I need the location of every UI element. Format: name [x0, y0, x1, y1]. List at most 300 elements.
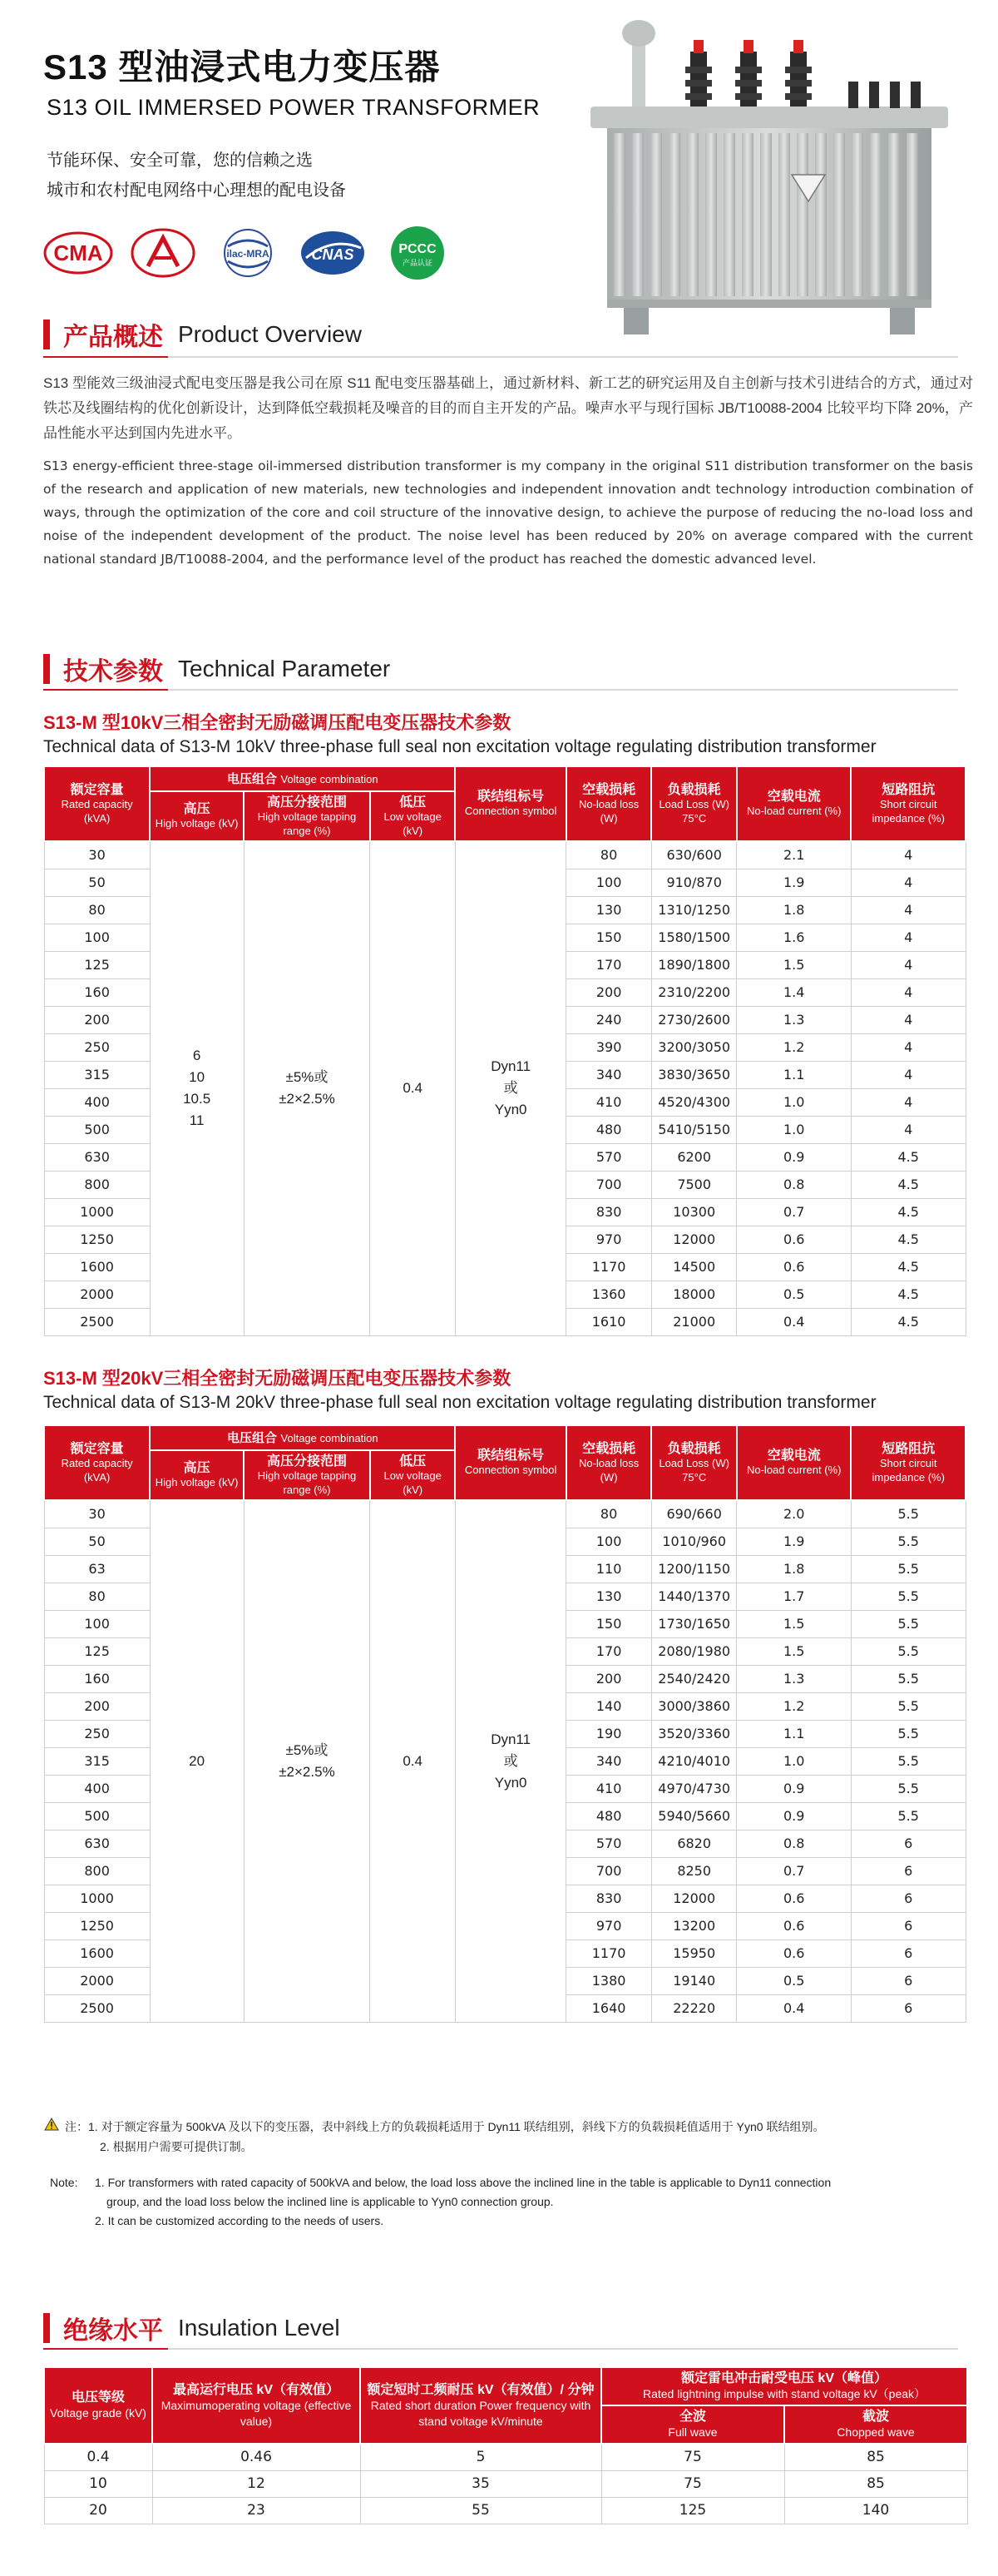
cell-high-voltage-line: 11 [189, 1112, 205, 1129]
cell-grade: 10 [44, 2470, 152, 2497]
cell-capacity: 800 [44, 1857, 150, 1885]
cell-impedance: 4.5 [851, 1171, 966, 1198]
cell-capacity: 630 [44, 1830, 150, 1857]
notes-en-1b: group, and the load loss below the inclined line is applicable to Yyn0 connection group. [106, 2195, 554, 2208]
cell-load-loss: 2540/2420 [651, 1665, 737, 1692]
table-row [44, 2470, 967, 2497]
table-row [44, 1500, 966, 1528]
cell-noload-current: 0.9 [737, 1143, 851, 1171]
notes-en-label: Note: [50, 2176, 78, 2189]
cell-load-loss: 18000 [651, 1281, 737, 1308]
ins-header-max-op: 最高运行电压 kV（有效值） Maximumoperating voltage (effective value) [152, 2367, 360, 2444]
cell-load-loss: 5410/5150 [651, 1116, 737, 1143]
cell-connection-line: Dyn11 [491, 1731, 531, 1747]
header-connection: 联结组标号 Connection symbol [455, 766, 566, 841]
cell-capacity: 630 [44, 1143, 150, 1171]
header-noload-current: 空载电流 No-load current (%) [737, 1425, 851, 1500]
cell-noload-current: 0.5 [737, 1281, 851, 1308]
cell-impedance: 4 [851, 896, 966, 924]
cell-noload-current: 1.2 [737, 1033, 851, 1061]
cell-capacity: 63 [44, 1555, 150, 1583]
header-noload-current: 空载电流 No-load current (%) [737, 766, 851, 841]
cell-load-loss: 6820 [651, 1830, 737, 1857]
cell-connection-line: 或 [503, 1752, 518, 1769]
table-10kv-title-cn: S13-M 型10kV三相全密封无励磁调压配电变压器技术参数 [43, 712, 511, 733]
overview-heading-en: Product Overview [178, 321, 362, 347]
table-20kv-title-cn: S13-M 型20kV三相全密封无励磁调压配电变压器技术参数 [43, 1368, 511, 1389]
cell-max-op: 0.46 [152, 2444, 360, 2470]
cell-impedance: 6 [851, 1857, 966, 1885]
insulation-table-body [44, 2444, 967, 2524]
cell-load-loss: 13200 [651, 1912, 737, 1939]
cell-noload-loss: 1170 [566, 1253, 652, 1281]
cell-grade: 0.4 [44, 2444, 152, 2470]
cell-impedance: 4 [851, 1033, 966, 1061]
cell-noload-current: 2.0 [737, 1500, 851, 1528]
notes-cn [43, 2117, 975, 2157]
overview-heading [43, 316, 362, 353]
header-tapping-range: 高压分接范围 High voltage tapping range (%) [244, 791, 370, 841]
ins-header-short-duration: 额定短时工频耐压 kV（有效值）/ 分钟 Rated short duration Power frequency with stand voltage kV/minute [360, 2367, 601, 2444]
svg-text:CNAS: CNAS [311, 246, 354, 263]
cell-noload-loss: 190 [566, 1720, 652, 1747]
overview-paragraph-en: S13 energy-efficient three-stage oil-immersed distribution transformer is my company in the original S11 distribution transformer on the basis of the research and application of new materials, new technologies and independent innovation andt technology introduction combination of ways, through the optimization of the core and coil structure of the innovative design, to achieve the purpose of reducing the no-load loss and noise of the independent development of the product. The noise level has been reduced by 20% on average compared with the current national standard JB/T10088-2004, and the performance level of the product has reached the domestic advanced level. [43, 458, 973, 567]
cell-impedance: 5.5 [851, 1665, 966, 1692]
cell-capacity: 250 [44, 1720, 150, 1747]
cell-noload-loss: 130 [566, 896, 652, 924]
table-row [44, 841, 966, 869]
cell-noload-loss: 200 [566, 1665, 652, 1692]
cell-impedance: 4 [851, 841, 966, 869]
cell-capacity: 200 [44, 1006, 150, 1033]
cell-capacity: 2000 [44, 1281, 150, 1308]
cell-load-loss: 3000/3860 [651, 1692, 737, 1720]
section-divider [43, 356, 958, 358]
cell-connection [455, 1500, 566, 2022]
cell-impedance: 6 [851, 1939, 966, 1967]
table-10kv-title-en: Technical data of S13-M 10kV three-phase full seal non excitation voltage regulating distribution transformer [43, 737, 877, 756]
cell-capacity: 200 [44, 1692, 150, 1720]
cell-noload-current: 1.4 [737, 978, 851, 1006]
cell-impedance: 4 [851, 1061, 966, 1088]
cell-load-loss: 5940/5660 [651, 1802, 737, 1830]
cell-impedance: 5.5 [851, 1692, 966, 1720]
cell-capacity: 50 [44, 869, 150, 896]
insulation-heading-en: Insulation Level [178, 2315, 340, 2341]
cell-high-voltage-line: 10 [189, 1069, 205, 1086]
cell-full-wave: 75 [601, 2444, 784, 2470]
cell-impedance: 4.5 [851, 1308, 966, 1335]
cell-capacity: 160 [44, 978, 150, 1006]
cell-load-loss: 19140 [651, 1967, 737, 1994]
cell-noload-current: 2.1 [737, 841, 851, 869]
cell-capacity: 100 [44, 1610, 150, 1637]
ins-header-chopped-wave: 截波 Chopped wave [784, 2405, 967, 2444]
header-capacity: 额定容量 Rated capacity (kVA) [44, 1425, 150, 1500]
page-subtitle: S13 OIL IMMERSED POWER TRANSFORMER [47, 95, 541, 120]
cell-noload-current: 1.8 [737, 896, 851, 924]
cell-noload-loss: 1170 [566, 1939, 652, 1967]
cell-noload-current: 0.7 [737, 1857, 851, 1885]
cell-impedance: 5.5 [851, 1802, 966, 1830]
cell-load-loss: 3830/3650 [651, 1061, 737, 1088]
insulation-heading [43, 2310, 340, 2346]
cell-capacity: 500 [44, 1802, 150, 1830]
cell-capacity: 2500 [44, 1308, 150, 1335]
cell-capacity: 1250 [44, 1912, 150, 1939]
cell-load-loss: 2730/2600 [651, 1006, 737, 1033]
cell-noload-loss: 570 [566, 1830, 652, 1857]
cell-tapping-range-line: ±2×2.5% [279, 1091, 335, 1107]
cell-noload-current: 1.6 [737, 924, 851, 951]
cell-impedance: 4 [851, 924, 966, 951]
cell-noload-current: 0.6 [737, 1912, 851, 1939]
cell-impedance: 4 [851, 978, 966, 1006]
cell-capacity: 2500 [44, 1994, 150, 2022]
cell-load-loss: 1310/1250 [651, 896, 737, 924]
header-impedance: 短路阻抗 Short circuit impedance (%) [851, 1425, 966, 1500]
technical-heading-cn: 技术参数 [63, 658, 163, 686]
header-low-voltage: 低压 Low voltage (kV) [370, 791, 456, 841]
cell-capacity: 30 [44, 1500, 150, 1528]
cell-noload-current: 0.8 [737, 1171, 851, 1198]
cell-capacity: 50 [44, 1528, 150, 1555]
cell-noload-loss: 480 [566, 1802, 652, 1830]
cell-impedance: 4.5 [851, 1253, 966, 1281]
cell-noload-loss: 340 [566, 1747, 652, 1775]
cell-noload-loss: 170 [566, 951, 652, 978]
cell-capacity: 125 [44, 951, 150, 978]
hero-section [0, 0, 998, 349]
certification-logos [43, 226, 452, 280]
cell-noload-loss: 130 [566, 1583, 652, 1610]
tagline-1: 节能环保、安全可靠，您的信赖之选 [47, 151, 313, 170]
cell-impedance: 6 [851, 1885, 966, 1912]
cell-short-duration: 55 [360, 2497, 601, 2524]
cell-capacity: 500 [44, 1116, 150, 1143]
cell-noload-current: 1.1 [737, 1720, 851, 1747]
cell-load-loss: 3520/3360 [651, 1720, 737, 1747]
cell-grade: 20 [44, 2497, 152, 2524]
cell-noload-current: 0.4 [737, 1994, 851, 2022]
cell-noload-loss: 1360 [566, 1281, 652, 1308]
table-20kv-title-en: Technical data of S13-M 20kV three-phase full seal non excitation voltage regulating distribution transformer [43, 1393, 877, 1412]
cell-impedance: 4 [851, 1116, 966, 1143]
cell-high-voltage-line: 20 [189, 1752, 205, 1769]
cell-impedance: 5.5 [851, 1583, 966, 1610]
cell-noload-loss: 240 [566, 1006, 652, 1033]
svg-text:产品认证: 产品认证 [402, 260, 433, 268]
cell-capacity: 800 [44, 1171, 150, 1198]
table-10kv [43, 765, 966, 1336]
header-noload-loss: 空载损耗 No-load loss (W) [566, 766, 652, 841]
cell-capacity: 1250 [44, 1226, 150, 1253]
svg-text:CAL: CAL [162, 278, 164, 279]
table-10kv-body [44, 841, 966, 1335]
table-row [44, 2444, 967, 2470]
cell-tapping-range [244, 1500, 370, 2022]
cell-full-wave: 125 [601, 2497, 784, 2524]
cma-logo [43, 226, 113, 280]
cell-load-loss: 1010/960 [651, 1528, 737, 1555]
transformer-illustration [574, 17, 965, 358]
cell-impedance: 6 [851, 1912, 966, 1939]
cell-load-loss: 2080/1980 [651, 1637, 737, 1665]
cell-short-duration: 5 [360, 2444, 601, 2470]
warning-icon [43, 2117, 60, 2137]
header-load-loss: 负载损耗 Load Loss (W) 75°C [651, 1425, 737, 1500]
cell-capacity: 80 [44, 1583, 150, 1610]
notes-en [50, 2173, 973, 2231]
table-row [44, 2497, 967, 2524]
cell-load-loss: 3200/3050 [651, 1033, 737, 1061]
cell-impedance: 4.5 [851, 1143, 966, 1171]
section-divider [43, 689, 958, 691]
cell-impedance: 5.5 [851, 1528, 966, 1555]
cell-noload-loss: 100 [566, 1528, 652, 1555]
header-high-voltage: 高压 High voltage (kV) [150, 791, 244, 841]
cell-capacity: 315 [44, 1747, 150, 1775]
cell-impedance: 6 [851, 1967, 966, 1994]
cell-noload-current: 1.9 [737, 869, 851, 896]
header-high-voltage: 高压 High voltage (kV) [150, 1450, 244, 1500]
cell-noload-current: 1.0 [737, 1116, 851, 1143]
ins-header-lightning: 额定雷电冲击耐受电压 kV（峰值） Rated lightning impulse with stand voltage kV（peak） [601, 2367, 967, 2405]
header-impedance: 短路阻抗 Short circuit impedance (%) [851, 766, 966, 841]
cell-impedance: 4 [851, 1088, 966, 1116]
svg-text:ilac-MRA: ilac-MRA [226, 248, 269, 260]
section-bar [43, 2313, 50, 2343]
cell-capacity: 1600 [44, 1253, 150, 1281]
cnas-logo [298, 226, 368, 280]
cell-noload-current: 1.0 [737, 1747, 851, 1775]
cell-impedance: 5.5 [851, 1747, 966, 1775]
cell-low-voltage: 0.4 [370, 841, 456, 1335]
cell-load-loss: 22220 [651, 1994, 737, 2022]
cell-noload-loss: 570 [566, 1143, 652, 1171]
cell-noload-loss: 970 [566, 1226, 652, 1253]
notes-cn-2: 2. 根据用户需要可提供订制。 [100, 2140, 253, 2153]
cell-noload-loss: 830 [566, 1198, 652, 1226]
ins-header-full-wave: 全波 Full wave [601, 2405, 784, 2444]
cell-capacity: 400 [44, 1775, 150, 1802]
cell-impedance: 6 [851, 1994, 966, 2022]
cell-noload-current: 1.0 [737, 1088, 851, 1116]
header-voltage-group: 电压组合 Voltage combination [150, 1425, 455, 1450]
cell-noload-current: 1.3 [737, 1006, 851, 1033]
cell-capacity: 125 [44, 1637, 150, 1665]
cell-capacity: 250 [44, 1033, 150, 1061]
cell-chopped-wave: 85 [784, 2444, 967, 2470]
header-low-voltage: 低压 Low voltage (kV) [370, 1450, 456, 1500]
cell-noload-loss: 150 [566, 924, 652, 951]
cell-load-loss: 8250 [651, 1857, 737, 1885]
cell-capacity: 30 [44, 841, 150, 869]
cell-noload-loss: 830 [566, 1885, 652, 1912]
cell-impedance: 5.5 [851, 1500, 966, 1528]
section-bar [43, 654, 50, 684]
cell-impedance: 4 [851, 951, 966, 978]
pccc-logo [383, 226, 452, 280]
cell-load-loss: 1890/1800 [651, 951, 737, 978]
cell-capacity: 315 [44, 1061, 150, 1088]
technical-heading-en: Technical Parameter [178, 656, 391, 681]
cell-load-loss: 1580/1500 [651, 924, 737, 951]
header-noload-loss: 空载损耗 No-load loss (W) [566, 1425, 652, 1500]
notes-cn-1: 1. 对于额定容量为 500kVA 及以下的变压器，表中斜线上方的负载损耗适用于 Dyn11 联结组别，斜线下方的负载损耗值适用于 Yyn0 联结组别。 [88, 2120, 825, 2133]
header-voltage-group: 电压组合 Voltage combination [150, 766, 455, 791]
cell-low-voltage: 0.4 [370, 1500, 456, 2022]
cell-connection [455, 841, 566, 1335]
cell-impedance: 4.5 [851, 1198, 966, 1226]
cell-connection-line: Yyn0 [494, 1774, 527, 1791]
cell-load-loss: 6200 [651, 1143, 737, 1171]
cell-load-loss: 4970/4730 [651, 1775, 737, 1802]
cell-noload-current: 1.2 [737, 1692, 851, 1720]
cell-load-loss: 630/600 [651, 841, 737, 869]
cell-noload-loss: 340 [566, 1061, 652, 1088]
cell-noload-loss: 700 [566, 1171, 652, 1198]
cell-noload-current: 0.8 [737, 1830, 851, 1857]
cell-load-loss: 12000 [651, 1885, 737, 1912]
cell-max-op: 23 [152, 2497, 360, 2524]
header-connection: 联结组标号 Connection symbol [455, 1425, 566, 1500]
cell-impedance: 4.5 [851, 1281, 966, 1308]
notes-cn-label: 注： [65, 2120, 88, 2133]
cell-noload-current: 1.5 [737, 951, 851, 978]
cell-noload-current: 0.6 [737, 1253, 851, 1281]
cell-noload-current: 1.3 [737, 1665, 851, 1692]
cell-noload-loss: 390 [566, 1033, 652, 1061]
cell-noload-loss: 110 [566, 1555, 652, 1583]
cell-impedance: 5.5 [851, 1637, 966, 1665]
cell-noload-current: 0.5 [737, 1967, 851, 1994]
cell-tapping-range-line: ±5%或 [285, 1741, 329, 1758]
cell-capacity: 400 [44, 1088, 150, 1116]
cell-noload-current: 1.5 [737, 1637, 851, 1665]
cell-capacity: 1000 [44, 1885, 150, 1912]
cell-load-loss: 4210/4010 [651, 1747, 737, 1775]
cell-capacity: 160 [44, 1665, 150, 1692]
overview-heading-cn: 产品概述 [63, 324, 163, 351]
cell-noload-loss: 700 [566, 1857, 652, 1885]
cell-load-loss: 2310/2200 [651, 978, 737, 1006]
header-tapping-range: 高压分接范围 High voltage tapping range (%) [244, 1450, 370, 1500]
cell-noload-loss: 1640 [566, 1994, 652, 2022]
cell-impedance: 6 [851, 1830, 966, 1857]
svg-text:CMA: CMA [53, 240, 103, 265]
cell-load-loss: 14500 [651, 1253, 737, 1281]
cell-connection-line: Yyn0 [494, 1102, 527, 1118]
cell-noload-current: 0.4 [737, 1308, 851, 1335]
cell-noload-loss: 410 [566, 1088, 652, 1116]
cell-noload-current: 1.5 [737, 1610, 851, 1637]
cell-load-loss: 15950 [651, 1939, 737, 1967]
ilac-mra-logo [213, 226, 283, 280]
header-load-loss: 负载损耗 Load Loss (W) 75°C [651, 766, 737, 841]
cell-capacity: 100 [44, 924, 150, 951]
notes-en-2: 2. It can be customized according to the needs of users. [95, 2214, 384, 2227]
cell-impedance: 4.5 [851, 1226, 966, 1253]
cell-high-voltage [150, 841, 244, 1335]
cell-high-voltage-line: 6 [192, 1048, 201, 1064]
cell-load-loss: 4520/4300 [651, 1088, 737, 1116]
cell-connection-line: Dyn11 [491, 1058, 531, 1075]
cell-capacity: 1000 [44, 1198, 150, 1226]
cell-tapping-range-line: ±2×2.5% [279, 1763, 335, 1780]
tagline-2: 城市和农村配电网络中心理想的配电设备 [47, 181, 346, 200]
cell-impedance: 5.5 [851, 1775, 966, 1802]
cell-noload-loss: 410 [566, 1775, 652, 1802]
insulation-table [43, 2366, 968, 2524]
cell-impedance: 5.5 [851, 1720, 966, 1747]
section-bar [43, 320, 50, 349]
section-divider [43, 2348, 958, 2350]
cell-load-loss: 1440/1370 [651, 1583, 737, 1610]
cell-noload-current: 1.9 [737, 1528, 851, 1555]
ins-header-grade: 电压等级 Voltage grade (kV) [44, 2367, 152, 2444]
cell-noload-loss: 100 [566, 869, 652, 896]
cell-high-voltage-line: 10.5 [183, 1091, 211, 1107]
cell-noload-loss: 170 [566, 1637, 652, 1665]
cell-load-loss: 910/870 [651, 869, 737, 896]
cell-short-duration: 35 [360, 2470, 601, 2497]
cell-noload-current: 1.1 [737, 1061, 851, 1088]
cell-impedance: 5.5 [851, 1610, 966, 1637]
cell-noload-current: 0.9 [737, 1802, 851, 1830]
header-capacity: 额定容量 Rated capacity (kVA) [44, 766, 150, 841]
cell-noload-loss: 1380 [566, 1967, 652, 1994]
cell-impedance: 4 [851, 1006, 966, 1033]
cell-load-loss: 690/660 [651, 1500, 737, 1528]
cal-logo [128, 226, 198, 280]
cell-noload-loss: 970 [566, 1912, 652, 1939]
cell-chopped-wave: 140 [784, 2497, 967, 2524]
cell-noload-current: 0.6 [737, 1226, 851, 1253]
cell-noload-current: 1.8 [737, 1555, 851, 1583]
notes-en-1a: 1. For transformers with rated capacity of 500kVA and below, the load loss above the inclined line in the table is applicable to Dyn11 connection [95, 2176, 832, 2189]
cell-noload-loss: 140 [566, 1692, 652, 1720]
cell-connection-line: 或 [503, 1080, 518, 1097]
cell-impedance: 5.5 [851, 1555, 966, 1583]
cell-capacity: 1600 [44, 1939, 150, 1967]
cell-full-wave: 75 [601, 2470, 784, 2497]
insulation-heading-cn: 绝缘水平 [63, 2317, 163, 2345]
technical-heading [43, 651, 390, 687]
cell-tapping-range [244, 841, 370, 1335]
cell-noload-current: 0.9 [737, 1775, 851, 1802]
table-20kv-body [44, 1500, 966, 2022]
cell-load-loss: 10300 [651, 1198, 737, 1226]
cell-noload-current: 1.7 [737, 1583, 851, 1610]
cell-noload-current: 0.7 [737, 1198, 851, 1226]
cell-noload-loss: 150 [566, 1610, 652, 1637]
cell-noload-loss: 480 [566, 1116, 652, 1143]
cell-noload-loss: 80 [566, 1500, 652, 1528]
cell-load-loss: 21000 [651, 1308, 737, 1335]
cell-load-loss: 1730/1650 [651, 1610, 737, 1637]
cell-load-loss: 1200/1150 [651, 1555, 737, 1583]
svg-text:PCCC: PCCC [398, 242, 437, 256]
cell-tapping-range-line: ±5%或 [285, 1069, 329, 1086]
cell-noload-current: 0.6 [737, 1885, 851, 1912]
cell-impedance: 4 [851, 869, 966, 896]
cell-high-voltage [150, 1500, 244, 2022]
cell-max-op: 12 [152, 2470, 360, 2497]
cell-capacity: 2000 [44, 1967, 150, 1994]
cell-noload-loss: 80 [566, 841, 652, 869]
cell-load-loss: 12000 [651, 1226, 737, 1253]
